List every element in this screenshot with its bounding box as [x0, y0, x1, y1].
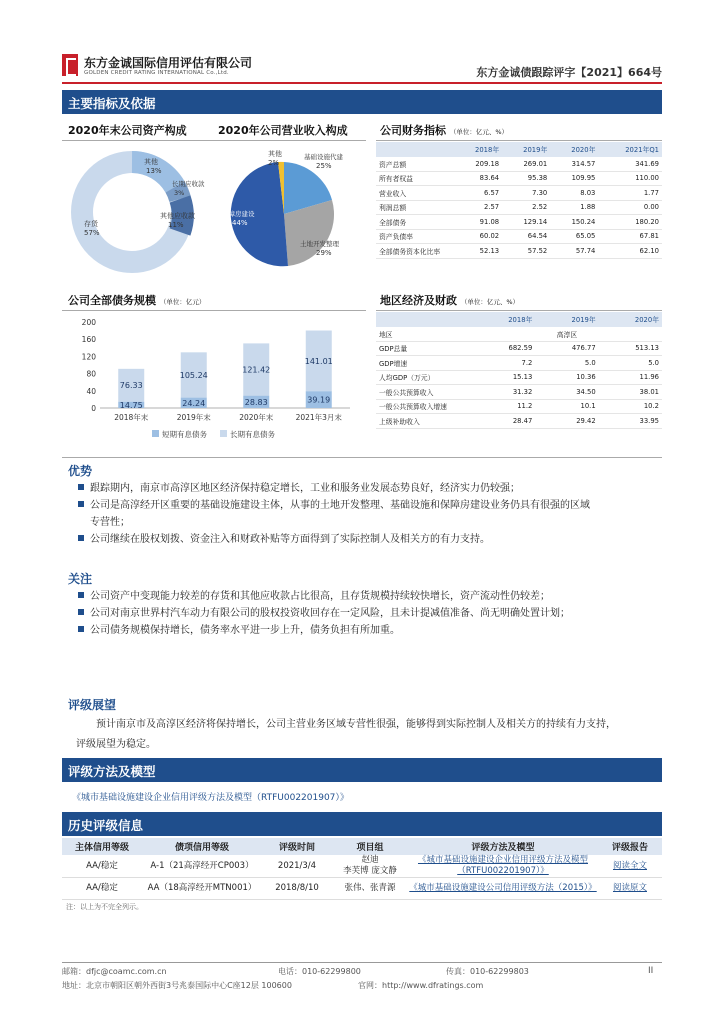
history-row: AA/稳定 AA（18高淳经开MTN001） 2018/8/10 张伟、张青源 《城市基础设施建设公司信用评级方法（2015）》 阅读原文: [62, 878, 662, 900]
history-table: 主体信用等级 债项信用等级 评级时间 项目组 评级方法及模型 评级报告 AA/稳定 A-1（21高淳经开CP003） 2021/3/4 赵迪 李芙博 庞文静 《城市基础设施建设企业信用评级方法及模型 （RTFU002201907）》 阅读全文 AA/稳定 AA（18高淳经开MTN001） 2018/8/10 张伟、张青源 《城市基础设施建设公司信用评级方法（2015）》 阅读原文: [62, 838, 662, 900]
x-tick-label: 2019年末: [176, 413, 211, 422]
asset-label-inventory-pct: 57%: [84, 229, 100, 237]
footer-address: 地址：北京市朝阳区朝外西街3号兆泰国际中心C座12层 100600: [62, 981, 292, 990]
history-note: 注：以上为不完全列示。: [66, 903, 143, 911]
history-row: AA/稳定 A-1（21高淳经开CP003） 2021/3/4 赵迪 李芙博 庞文静 《城市基础设施建设企业信用评级方法及模型 （RTFU002201907）》 阅读全文: [62, 855, 662, 878]
concern-item: 公司资产中变现能力较差的存货和其他应收款占比很高，且存货规模持续较快增长，资产流动性仍较差；: [78, 588, 658, 605]
strength-item: 跟踪期内，南京市高淳区地区经济保持稳定增长，工业和服务业发展态势良好，经济实力仍较强；: [78, 480, 658, 497]
method-link[interactable]: 《城市基础设施建设企业信用评级方法及模型（RTFU002201907）》: [72, 793, 349, 803]
asset-label-lt-pct: 3%: [174, 189, 185, 197]
footer-website: 官网：http://www.dfratings.com: [358, 981, 484, 990]
history-bar: 历史评级信息: [62, 812, 662, 836]
bar-label-short: 24.24: [182, 398, 206, 408]
fin-col: 2018年: [454, 142, 502, 157]
asset-label-lt: 长期应收款: [172, 180, 205, 188]
asset-label-other-pct: 13%: [146, 167, 162, 175]
footer-phone: 电话：010-62299800: [278, 967, 361, 976]
outlook-title: 评级展望: [68, 698, 117, 712]
read-report-link[interactable]: 阅读原文: [612, 883, 647, 893]
legend-short-term: 短期有息债务: [162, 430, 207, 439]
x-tick-label: 2018年末: [114, 413, 149, 422]
revenue-label-infra: 基础设施代建: [304, 153, 343, 161]
fin-col: 2019年: [502, 142, 550, 157]
bar-label-long: 105.24: [179, 370, 208, 380]
region-row: 人均GDP（万元） 15.13 10.36 11.96: [376, 370, 662, 385]
revenue-chart-title: 2020年公司营业收入构成: [218, 124, 348, 137]
fin-row: 资产负债率 60.02 64.54 65.05 67.81: [376, 229, 662, 244]
legend-short-swatch: [152, 430, 159, 437]
y-tick-label: 0: [91, 404, 96, 413]
x-tick-label: 2021年3月末: [295, 413, 342, 422]
read-report-link[interactable]: 阅读全文: [612, 860, 647, 871]
fin-col: 2021年Q1: [598, 142, 662, 157]
asset-chart-title: 2020年末公司资产构成: [68, 124, 187, 137]
bar-label-short: 14.75: [119, 400, 143, 410]
main-indicators-bar: 主要指标及依据: [62, 90, 662, 114]
revenue-label-land: 土地开发整理: [300, 240, 339, 248]
debt-bar-chart: [62, 312, 366, 458]
concerns-list: [78, 588, 658, 639]
strength-item: 公司继续在股权划拨、资金注入和财政补贴等方面得到了实际控制人及相关方的有力支持。: [78, 531, 658, 548]
bar-label-short: 39.19: [307, 395, 331, 405]
method-bar: 评级方法及模型: [62, 758, 662, 782]
region-col: 2019年: [535, 312, 598, 327]
fin-table: [376, 142, 662, 259]
asset-label-or-pct: 11%: [168, 221, 184, 229]
region-name: 高淳区: [472, 327, 662, 342]
fin-row: 所有者权益 83.64 95.38 109.95 110.00: [376, 171, 662, 186]
fin-table-title: 公司财务指标 （单位：亿元、%）: [380, 124, 509, 137]
region-row: 一般公共预算收入 31.32 34.50 38.01: [376, 385, 662, 400]
legend-long-swatch: [220, 430, 227, 437]
strengths-title: 优势: [68, 464, 93, 478]
region-table-title: 地区经济及财政 （单位：亿元、%）: [380, 294, 520, 307]
legend-long-term: 长期有息债务: [230, 430, 275, 439]
revenue-label-infra-pct: 25%: [316, 162, 332, 170]
concerns-title: 关注: [68, 572, 93, 586]
company-name-en: GOLDEN CREDIT RATING INTERNATIONAL Co.,Ltd.: [84, 70, 229, 76]
concern-item: 公司债务规模保持增长，债务率水平进一步上升，债务负担有所加重。: [78, 622, 658, 639]
region-table: 2018年 2019年 2020年 地区 高淳区 GDP总量 682.59 476.77 513.13 GDP增速 7.2 5.0 5.0 人均GDP（万元） 15.13 10.36 11.96 一般公共预算收入 31.32 34.50 38.01 一般公共预算收入增速 11.2 10.1 10.2 上级补助收入 28.47 29.42 33.95: [376, 312, 662, 429]
asset-label-or: 其他应收款: [160, 212, 195, 220]
fin-row: 全部债务 91.08 129.14 150.24 180.20: [376, 215, 662, 230]
region-row: GDP总量 682.59 476.77 513.13: [376, 341, 662, 356]
region-row: GDP增速 7.2 5.0 5.0: [376, 356, 662, 371]
revenue-label-land-pct: 29%: [316, 249, 332, 257]
fin-row: 利润总额 2.57 2.52 1.88 0.00: [376, 200, 662, 215]
bar-label-long: 121.42: [242, 365, 271, 375]
revenue-label-other-pct: 2%: [268, 159, 280, 167]
footer-email: 邮箱：dfjc@coamc.com.cn: [62, 967, 167, 976]
y-tick-label: 40: [86, 386, 96, 396]
bar-label-long: 76.33: [119, 381, 143, 391]
fin-row: 资产总额 209.18 269.01 314.57 341.69: [376, 157, 662, 172]
bar-label-short: 28.83: [244, 397, 268, 407]
company-logo-icon: [62, 54, 78, 76]
revenue-pie-chart: [212, 142, 366, 282]
region-col: 2020年: [599, 312, 662, 327]
company-name-cn: 东方金诚国际信用评估有限公司: [84, 56, 253, 70]
strength-item: 公司是高淳经开区重要的基础设施建设主体，从事的土地开发整理、基础设施和保障房建设业务仍具有很强的区域: [78, 497, 658, 514]
y-tick-label: 80: [86, 369, 96, 379]
page-number: II: [648, 966, 654, 976]
strengths-list: [78, 480, 658, 548]
asset-label-other: 其他: [144, 158, 158, 166]
report-reference: 东方金诚债跟踪评字【2021】664号: [476, 66, 662, 79]
method-link[interactable]: 《城市基础设施建设企业信用评级方法及模型: [417, 855, 588, 865]
y-tick-label: 160: [81, 335, 96, 345]
fin-row: 营业收入 6.57 7.30 8.03 1.77: [376, 186, 662, 201]
x-tick-label: 2020年末: [239, 413, 274, 422]
header-divider: [62, 82, 662, 84]
asset-label-inventory: 存货: [84, 220, 98, 228]
fin-col: 2020年: [550, 142, 598, 157]
strength-item-cont: 专营性；: [90, 517, 130, 528]
bar-label-long: 141.01: [304, 356, 333, 366]
y-tick-label: 200: [81, 318, 96, 327]
footer-fax: 传真：010-62299803: [446, 967, 529, 976]
method-link[interactable]: 《城市基础设施建设公司信用评级方法（2015）》: [409, 883, 597, 893]
region-row: 上级补助收入 28.47 29.42 33.95: [376, 414, 662, 429]
debt-chart-title: 公司全部债务规模 （单位：亿元）: [68, 294, 206, 307]
region-col: 2018年: [472, 312, 535, 327]
region-row: 一般公共预算收入增速 11.2 10.1 10.2: [376, 399, 662, 414]
asset-donut-chart: [62, 142, 212, 282]
revenue-label-other: 其他: [268, 150, 282, 158]
outlook-text-1: 预计南京市及高淳区经济将保持增长，公司主营业务区域专营性很强，能够得到实际控制人及相关方的持续有力支持，: [96, 719, 616, 730]
y-tick-label: 120: [81, 352, 96, 362]
outlook-text-2: 评级展望为稳定。: [76, 739, 156, 750]
fin-row: 全部债务资本化比率 52.13 57.52 57.74 62.10: [376, 244, 662, 259]
revenue-label-housing-pct: 44%: [232, 219, 248, 227]
concern-item: 公司对南京世界村汽车动力有限公司的股权投资收回存在一定风险，且未计提减值准备、尚无明确处置计划；: [78, 605, 658, 622]
revenue-label-housing: 保障房建设: [222, 210, 255, 218]
